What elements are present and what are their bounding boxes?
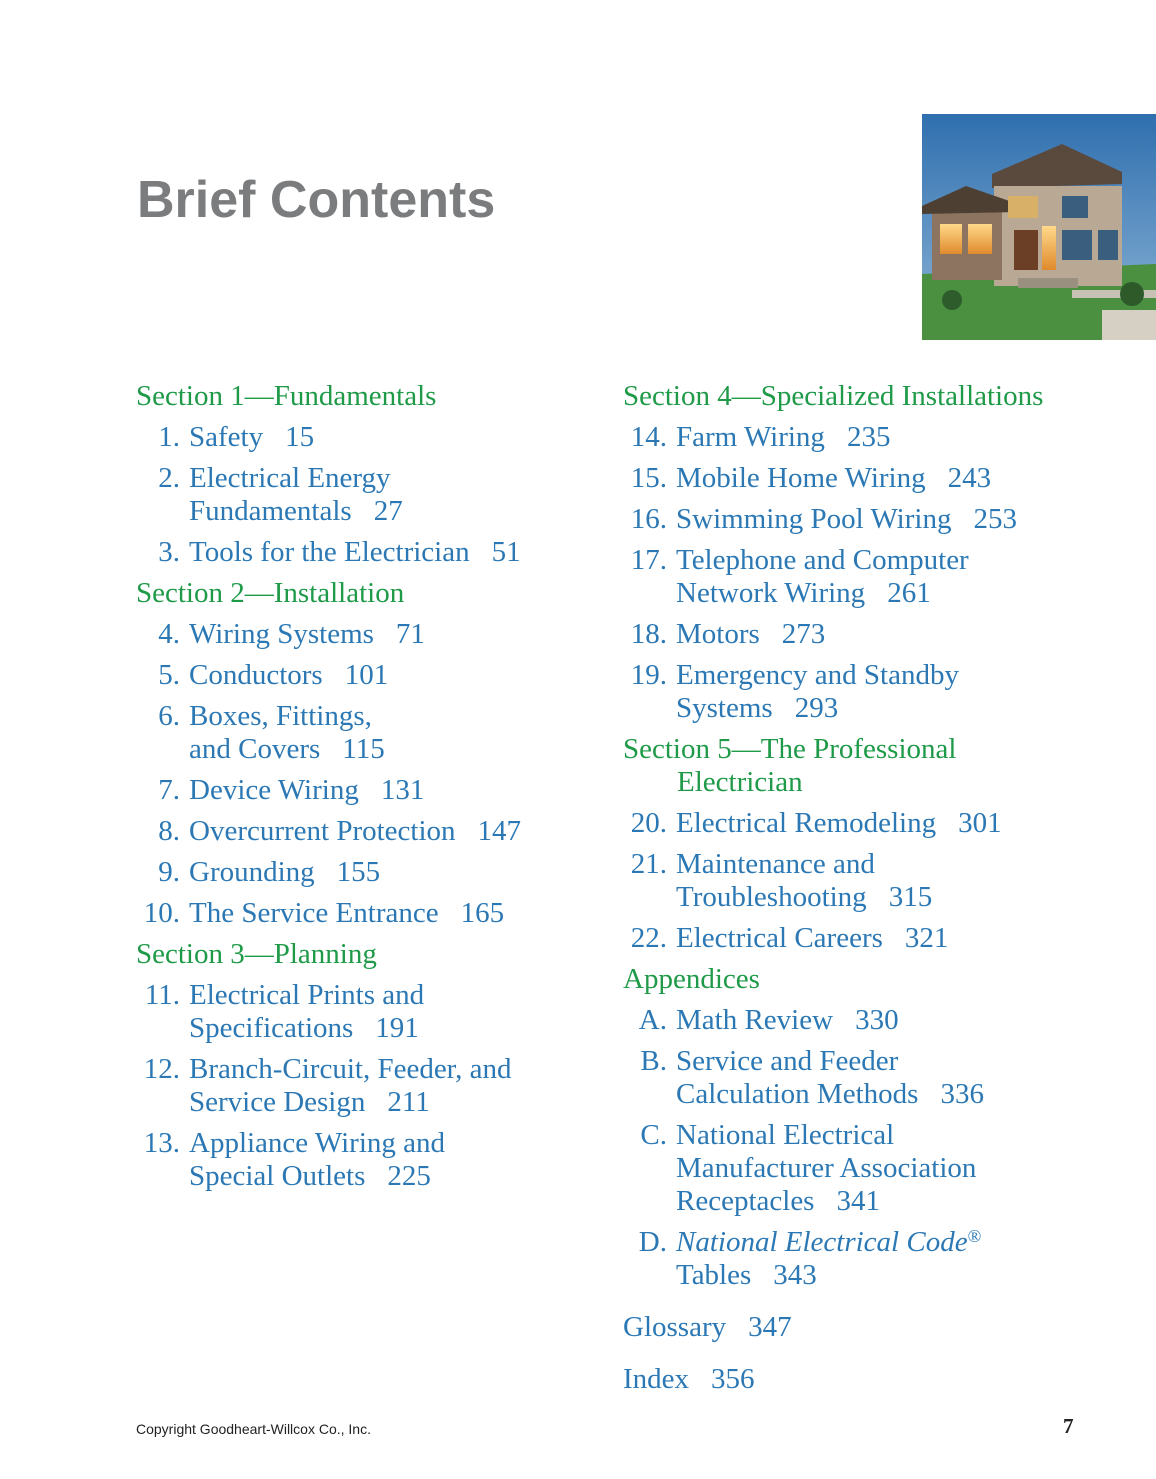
page-reference: 315 <box>888 881 933 913</box>
toc-entry[interactable] <box>136 897 586 930</box>
house-photo <box>922 114 1156 340</box>
chapter-number: 14. <box>630 421 667 453</box>
chapter-title-line: Branch-Circuit, Feeder, and <box>189 1053 512 1085</box>
section-heading-label: Appendices <box>623 963 760 995</box>
copyright-notice: Copyright Goodheart-Willcox Co., Inc. <box>136 1421 371 1437</box>
toc-entry[interactable] <box>136 618 586 651</box>
chapter-number: 15. <box>630 462 667 494</box>
chapter-title-line: Calculation Methods <box>676 1078 919 1110</box>
page-reference: 301 <box>958 807 1002 839</box>
page-reference: 336 <box>940 1078 984 1110</box>
back-matter-entry[interactable] <box>623 1363 1143 1396</box>
section-heading[interactable] <box>623 380 1143 413</box>
page-reference: 347 <box>748 1311 792 1343</box>
chapter-title-line: Math Review <box>676 1004 834 1036</box>
page-reference: 356 <box>711 1363 755 1395</box>
chapter-title-line: Electrical Prints and <box>189 979 425 1011</box>
section-heading[interactable] <box>136 577 586 610</box>
toc-entry[interactable] <box>623 462 1143 495</box>
toc-entry[interactable] <box>136 856 586 889</box>
toc-entry[interactable] <box>136 1053 586 1119</box>
toc-entry[interactable] <box>136 774 586 807</box>
toc-entry[interactable] <box>623 618 1143 651</box>
back-matter-label: Glossary <box>623 1311 727 1343</box>
chapter-title-line: Electrical Careers <box>676 922 883 954</box>
chapter-title-line: Fundamentals <box>189 495 352 527</box>
chapter-number: A. <box>638 1004 667 1036</box>
chapter-number: 21. <box>630 848 667 880</box>
chapter-number: 8. <box>158 815 180 847</box>
section-heading-label: Section 5—The Professional <box>623 733 957 765</box>
chapter-title-line: Electrical Energy <box>189 462 391 494</box>
chapter-title-line: Swimming Pool Wiring <box>676 503 952 535</box>
chapter-number: 9. <box>158 856 180 888</box>
contents-left-column <box>136 372 586 1193</box>
chapter-title-line: Electrical Remodeling <box>676 807 937 839</box>
chapter-title-line: Tables <box>676 1259 752 1291</box>
chapter-title-line: National Electrical Code <box>676 1226 968 1258</box>
section-heading-label: Section 1—Fundamentals <box>136 380 437 412</box>
toc-entry[interactable] <box>623 1045 1143 1111</box>
chapter-title-line: National Electrical <box>676 1119 895 1151</box>
chapter-number: B. <box>640 1045 667 1077</box>
page-reference: 273 <box>781 618 826 650</box>
page-reference: 330 <box>855 1004 899 1036</box>
chapter-number: 10. <box>143 897 180 929</box>
page-reference: 27 <box>373 495 403 527</box>
toc-entry[interactable] <box>623 1226 1143 1292</box>
chapter-title-line: Specifications <box>189 1012 354 1044</box>
chapter-number: 19. <box>630 659 667 691</box>
chapter-title-line: Maintenance and <box>676 848 875 880</box>
chapter-title-line: Grounding <box>189 856 315 888</box>
chapter-title-line: Systems <box>676 692 773 724</box>
chapter-number: 13. <box>143 1127 180 1159</box>
page-reference: 131 <box>380 774 425 806</box>
toc-entry[interactable] <box>136 700 586 766</box>
chapter-title-line: Special Outlets <box>189 1160 366 1192</box>
page-reference: 341 <box>836 1185 880 1217</box>
page-title: Brief Contents <box>137 171 496 229</box>
page-reference: 147 <box>477 815 522 847</box>
page-reference: 235 <box>846 421 891 453</box>
page-reference: 253 <box>973 503 1017 535</box>
chapter-title-line: Appliance Wiring and <box>189 1127 446 1159</box>
section-heading-label: Section 2—Installation <box>136 577 405 609</box>
registered-mark: ® <box>967 1226 982 1246</box>
toc-entry[interactable] <box>136 1127 586 1193</box>
toc-entry[interactable] <box>623 807 1143 840</box>
toc-entry[interactable] <box>136 536 586 569</box>
chapter-number: 4. <box>158 618 180 650</box>
page-reference: 321 <box>904 922 949 954</box>
page-reference: 261 <box>887 577 931 609</box>
section-heading[interactable] <box>136 938 586 971</box>
chapter-title-line: Telephone and Computer <box>676 544 969 576</box>
chapter-title-line: The Service Entrance <box>189 897 439 929</box>
toc-entry[interactable] <box>136 815 586 848</box>
page-reference: 293 <box>794 692 839 724</box>
chapter-title-line: Manufacturer Association <box>676 1152 977 1184</box>
chapter-number: 22. <box>630 922 667 954</box>
chapter-title-line: Overcurrent Protection <box>189 815 456 847</box>
chapter-title-line: Boxes, Fittings, <box>189 700 372 732</box>
chapter-number: 6. <box>158 700 180 732</box>
toc-entry[interactable] <box>136 421 586 454</box>
chapter-title-line: Mobile Home Wiring <box>676 462 926 494</box>
chapter-title-line: Service and Feeder <box>676 1045 899 1077</box>
toc-entry[interactable] <box>623 1119 1143 1218</box>
toc-entry[interactable] <box>623 1004 1143 1037</box>
contents-right-column <box>623 372 1143 1396</box>
page-reference: 115 <box>342 733 385 765</box>
chapter-number: 16. <box>630 503 667 535</box>
page-reference: 243 <box>947 462 992 494</box>
chapter-title-line: Emergency and Standby <box>676 659 959 691</box>
chapter-number: 5. <box>158 659 180 691</box>
chapter-title-line: Safety <box>189 421 264 453</box>
back-matter-label: Index <box>623 1363 690 1395</box>
toc-entry[interactable] <box>623 421 1143 454</box>
page-reference: 101 <box>344 659 389 691</box>
chapter-number: 3. <box>158 536 180 568</box>
chapter-title-line: Wiring Systems <box>189 618 374 650</box>
chapter-number: C. <box>640 1119 667 1151</box>
page-reference: 155 <box>336 856 381 888</box>
section-heading-label: Section 4—Specialized Installations <box>623 380 1044 412</box>
chapter-title-line: Receptacles <box>676 1185 815 1217</box>
chapter-number: 11. <box>144 979 180 1011</box>
page-reference: 165 <box>460 897 505 929</box>
section-heading-label: Section 3—Planning <box>136 938 377 970</box>
section-heading-continued: Electrician <box>677 766 803 798</box>
chapter-number: 17. <box>630 544 667 576</box>
section-heading[interactable] <box>136 380 586 413</box>
chapter-number: 2. <box>158 462 180 494</box>
page-number: 7 <box>1063 1414 1074 1438</box>
chapter-title-line: Conductors <box>189 659 323 691</box>
chapter-number: 12. <box>143 1053 180 1085</box>
chapter-number: 1. <box>158 421 180 453</box>
toc-entry[interactable] <box>136 462 586 528</box>
chapter-title-line: Farm Wiring <box>676 421 825 453</box>
toc-entry[interactable] <box>623 659 1143 725</box>
chapter-title-line: Motors <box>676 618 760 650</box>
page-reference: 211 <box>387 1086 430 1118</box>
page-reference: 191 <box>375 1012 419 1044</box>
toc-entry[interactable] <box>136 979 586 1045</box>
back-matter-entry[interactable] <box>623 1311 1143 1344</box>
chapter-number: 7. <box>158 774 180 806</box>
page-reference: 71 <box>395 618 425 650</box>
toc-entry[interactable] <box>623 922 1143 955</box>
page-reference: 343 <box>773 1259 817 1291</box>
chapter-title-line: Network Wiring <box>676 577 866 609</box>
section-heading[interactable] <box>623 733 1143 799</box>
chapter-title-line: Tools for the Electrician <box>189 536 470 568</box>
page-reference: 15 <box>285 421 315 453</box>
section-heading[interactable] <box>623 963 1143 996</box>
toc-entry[interactable] <box>136 659 586 692</box>
chapter-number: D. <box>638 1226 667 1258</box>
page-reference: 225 <box>387 1160 431 1192</box>
chapter-title-line: Service Design <box>189 1086 366 1118</box>
chapter-title-line: Device Wiring <box>189 774 359 806</box>
chapter-title-line: Troubleshooting <box>676 881 867 913</box>
chapter-title-line: and Covers <box>189 733 321 765</box>
toc-entry[interactable] <box>623 848 1143 914</box>
chapter-number: 20. <box>630 807 667 839</box>
chapter-number: 18. <box>630 618 667 650</box>
toc-entry[interactable] <box>623 503 1143 536</box>
page-reference: 51 <box>491 536 521 568</box>
toc-entry[interactable] <box>623 544 1143 610</box>
